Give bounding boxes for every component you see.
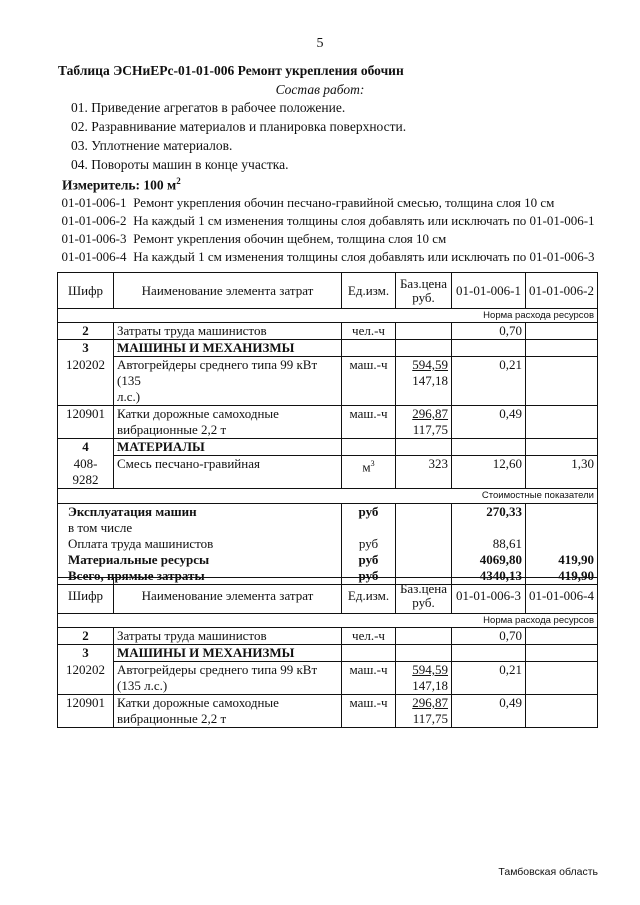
table-row: в том числе	[58, 520, 598, 536]
header-price: Баз.цена руб.	[396, 578, 452, 614]
header-code: Шифр	[58, 578, 114, 614]
table-row: Всего, прямые затраты руб 4340,13 419,90	[58, 568, 598, 585]
header-col-a: 01-01-006-3	[452, 578, 526, 614]
header-col-a: 01-01-006-1	[452, 273, 526, 309]
table-row: 120901 Катки дорожные самоходные вибрационные 2,2 т маш.-ч 296,87 117,75 0,49	[58, 406, 598, 439]
table-row: 3 МАШИНЫ И МЕХАНИЗМЫ	[58, 645, 598, 662]
table-header-row	[58, 578, 598, 614]
code-line: 01-01-006-1 Ремонт укрепления обочин песчано-гравийной смесью, толщина слоя 10 см	[61, 195, 555, 210]
table-row: Эксплуатация машин руб 270,33	[58, 503, 598, 520]
work-item: 04. Повороты машин в конце участка.	[71, 157, 289, 172]
work-item: 01. Приведение агрегатов в рабочее положение.	[71, 100, 346, 115]
header-code: Шифр	[58, 273, 114, 309]
table-row: Материальные ресурсы руб 4069,80 419,90	[58, 552, 598, 568]
table-row: 2 Затраты труда машинистов чел.-ч 0,70	[58, 628, 598, 645]
table-row: Оплата труда машинистов руб 88,61	[58, 536, 598, 552]
table-row: 408-9282 Смесь песчано-гравийная $м^3$ 323 12,60 1,30	[58, 456, 598, 489]
work-item: 02. Разравнивание материалов и планировка поверхности.	[71, 119, 407, 134]
cost-label-row: Стоимостные показатели	[58, 488, 598, 503]
table-row: 4 МАТЕРИАЛЫ	[58, 439, 598, 456]
resource-table-2	[57, 577, 598, 728]
resource-table-1	[57, 272, 598, 585]
norm-label-row: Норма расхода ресурсов	[58, 614, 598, 628]
header-unit: Ед.изм.	[342, 273, 396, 309]
table-row: 120901 Катки дорожные самоходные вибрационные 2,2 т маш.-ч 296,87 117,75 0,49	[58, 695, 598, 728]
measure-unit: Измеритель: 100 $м^2$	[62, 176, 181, 193]
header-col-b: 01-01-006-4	[526, 578, 598, 614]
table-row: 120202 Автогрейдеры среднего типа 99 кВт (135 л.с.) маш.-ч 594,59 147,18 0,21	[58, 357, 598, 406]
work-composition-heading: Состав работ:	[275, 82, 365, 97]
table-row: 2 Затраты труда машинистов чел.-ч 0,70	[58, 323, 598, 340]
table-header-row	[58, 273, 598, 309]
norm-label-row: Норма расхода ресурсов	[58, 309, 598, 323]
code-line: 01-01-006-4 На каждый 1 см изменения толщины слоя добавлять или исключать по 01-01-006-3	[61, 249, 595, 264]
header-name: Наименование элемента затрат	[114, 578, 342, 614]
header-price: Баз.цена руб.	[396, 273, 452, 309]
table-title: Таблица ЭСНиЕРс-01-01-006 Ремонт укрепления обочин	[58, 63, 404, 78]
header-name: Наименование элемента затрат	[114, 273, 342, 309]
code-line: 01-01-006-3 Ремонт укрепления обочин щебнем, толщина слоя 10 см	[61, 231, 447, 246]
header-unit: Ед.изм.	[342, 578, 396, 614]
code-line: 01-01-006-2 На каждый 1 см изменения толщины слоя добавлять или исключать по 01-01-006-1	[61, 213, 595, 228]
region-footer: Тамбовская область	[498, 866, 598, 878]
table-row: 3 МАШИНЫ И МЕХАНИЗМЫ	[58, 340, 598, 357]
work-item: 03. Уплотнение материалов.	[71, 138, 233, 153]
table-row: 120202 Автогрейдеры среднего типа 99 кВт (135 л.с.) маш.-ч 594,59 147,18 0,21	[58, 662, 598, 695]
page-number: 5	[316, 36, 324, 51]
header-col-b: 01-01-006-2	[526, 273, 598, 309]
